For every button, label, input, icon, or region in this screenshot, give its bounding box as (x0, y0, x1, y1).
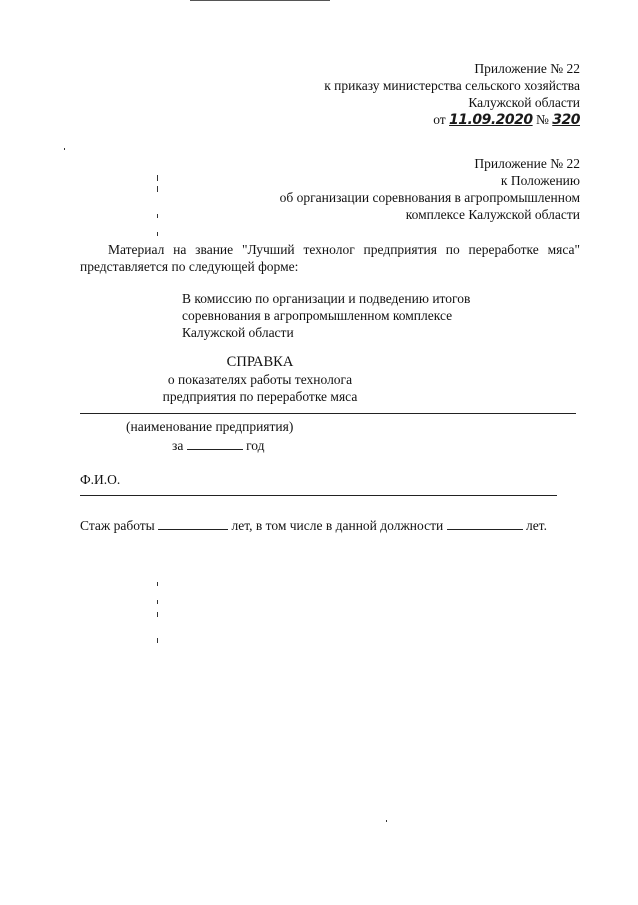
certificate-title: СПРАВКА (226, 354, 294, 370)
addressee-line-2: соревнования в агропромышленном комплексе (182, 308, 453, 323)
scan-mark (157, 232, 158, 236)
appendix-regulation-subject: об организации соревнования в агропромышленном (279, 190, 580, 205)
certificate-subtitle-2: предприятия по переработке мяса (162, 389, 358, 404)
scan-mark (157, 638, 158, 643)
appendix-order-region: Калужской области (468, 95, 580, 110)
experience-end-text: лет. (525, 518, 547, 533)
date-prefix: от (433, 112, 446, 127)
addressee-line-1: В комиссию по организации и подведению итогов (182, 291, 471, 306)
scan-mark (386, 820, 387, 822)
appendix-regulation-title: Приложение № 22 (474, 156, 580, 171)
certificate-heading (140, 354, 380, 405)
scan-mark (157, 175, 158, 181)
fio-line[interactable] (80, 495, 557, 496)
addressee-line-3: Калужской области (182, 325, 294, 340)
organization-name-line[interactable] (80, 413, 576, 414)
certificate-subtitle-1: о показателях работы технолога (167, 372, 353, 387)
appendix-regulation-region: комплексе Калужской области (405, 207, 580, 222)
intro-paragraph (80, 241, 580, 275)
number-label: № (536, 112, 549, 127)
year-blank[interactable] (187, 437, 243, 450)
experience-total-blank[interactable] (158, 517, 228, 530)
scan-mark (157, 600, 158, 604)
handwritten-date: 11.09.2020 (449, 112, 533, 128)
addressee-block (182, 290, 470, 341)
scan-mark (157, 612, 158, 617)
top-edge-rule (190, 0, 330, 1)
experience-position-blank[interactable] (447, 517, 523, 530)
scan-mark (64, 148, 65, 150)
organization-caption: (наименование предприятия) (126, 419, 294, 434)
appendix-regulation-block (280, 155, 580, 223)
experience-mid-text: лет, в том числе в данной должности (231, 518, 444, 533)
scan-mark (157, 582, 158, 586)
appendix-regulation-ref: к Положению (500, 173, 580, 188)
appendix-order-block (324, 60, 580, 129)
intro-line-1: Материал на звание "Лучший технолог предприятия по переработке мяса" (108, 242, 580, 257)
handwritten-number: 320 (552, 112, 580, 128)
fio-label: Ф.И.О. (80, 472, 121, 487)
year-suffix: год (246, 438, 265, 453)
year-field-row (172, 437, 265, 454)
work-experience-row (80, 517, 547, 534)
intro-line-2: представляется по следующей форме: (80, 259, 299, 274)
experience-label: Стаж работы (80, 518, 155, 533)
appendix-order-title: Приложение № 22 (474, 61, 580, 76)
appendix-order-date-line (324, 111, 580, 129)
year-prefix: за (172, 438, 184, 453)
scan-mark (157, 214, 158, 218)
scan-mark (157, 186, 158, 192)
appendix-order-ministry: к приказу министерства сельского хозяйства (324, 78, 580, 93)
